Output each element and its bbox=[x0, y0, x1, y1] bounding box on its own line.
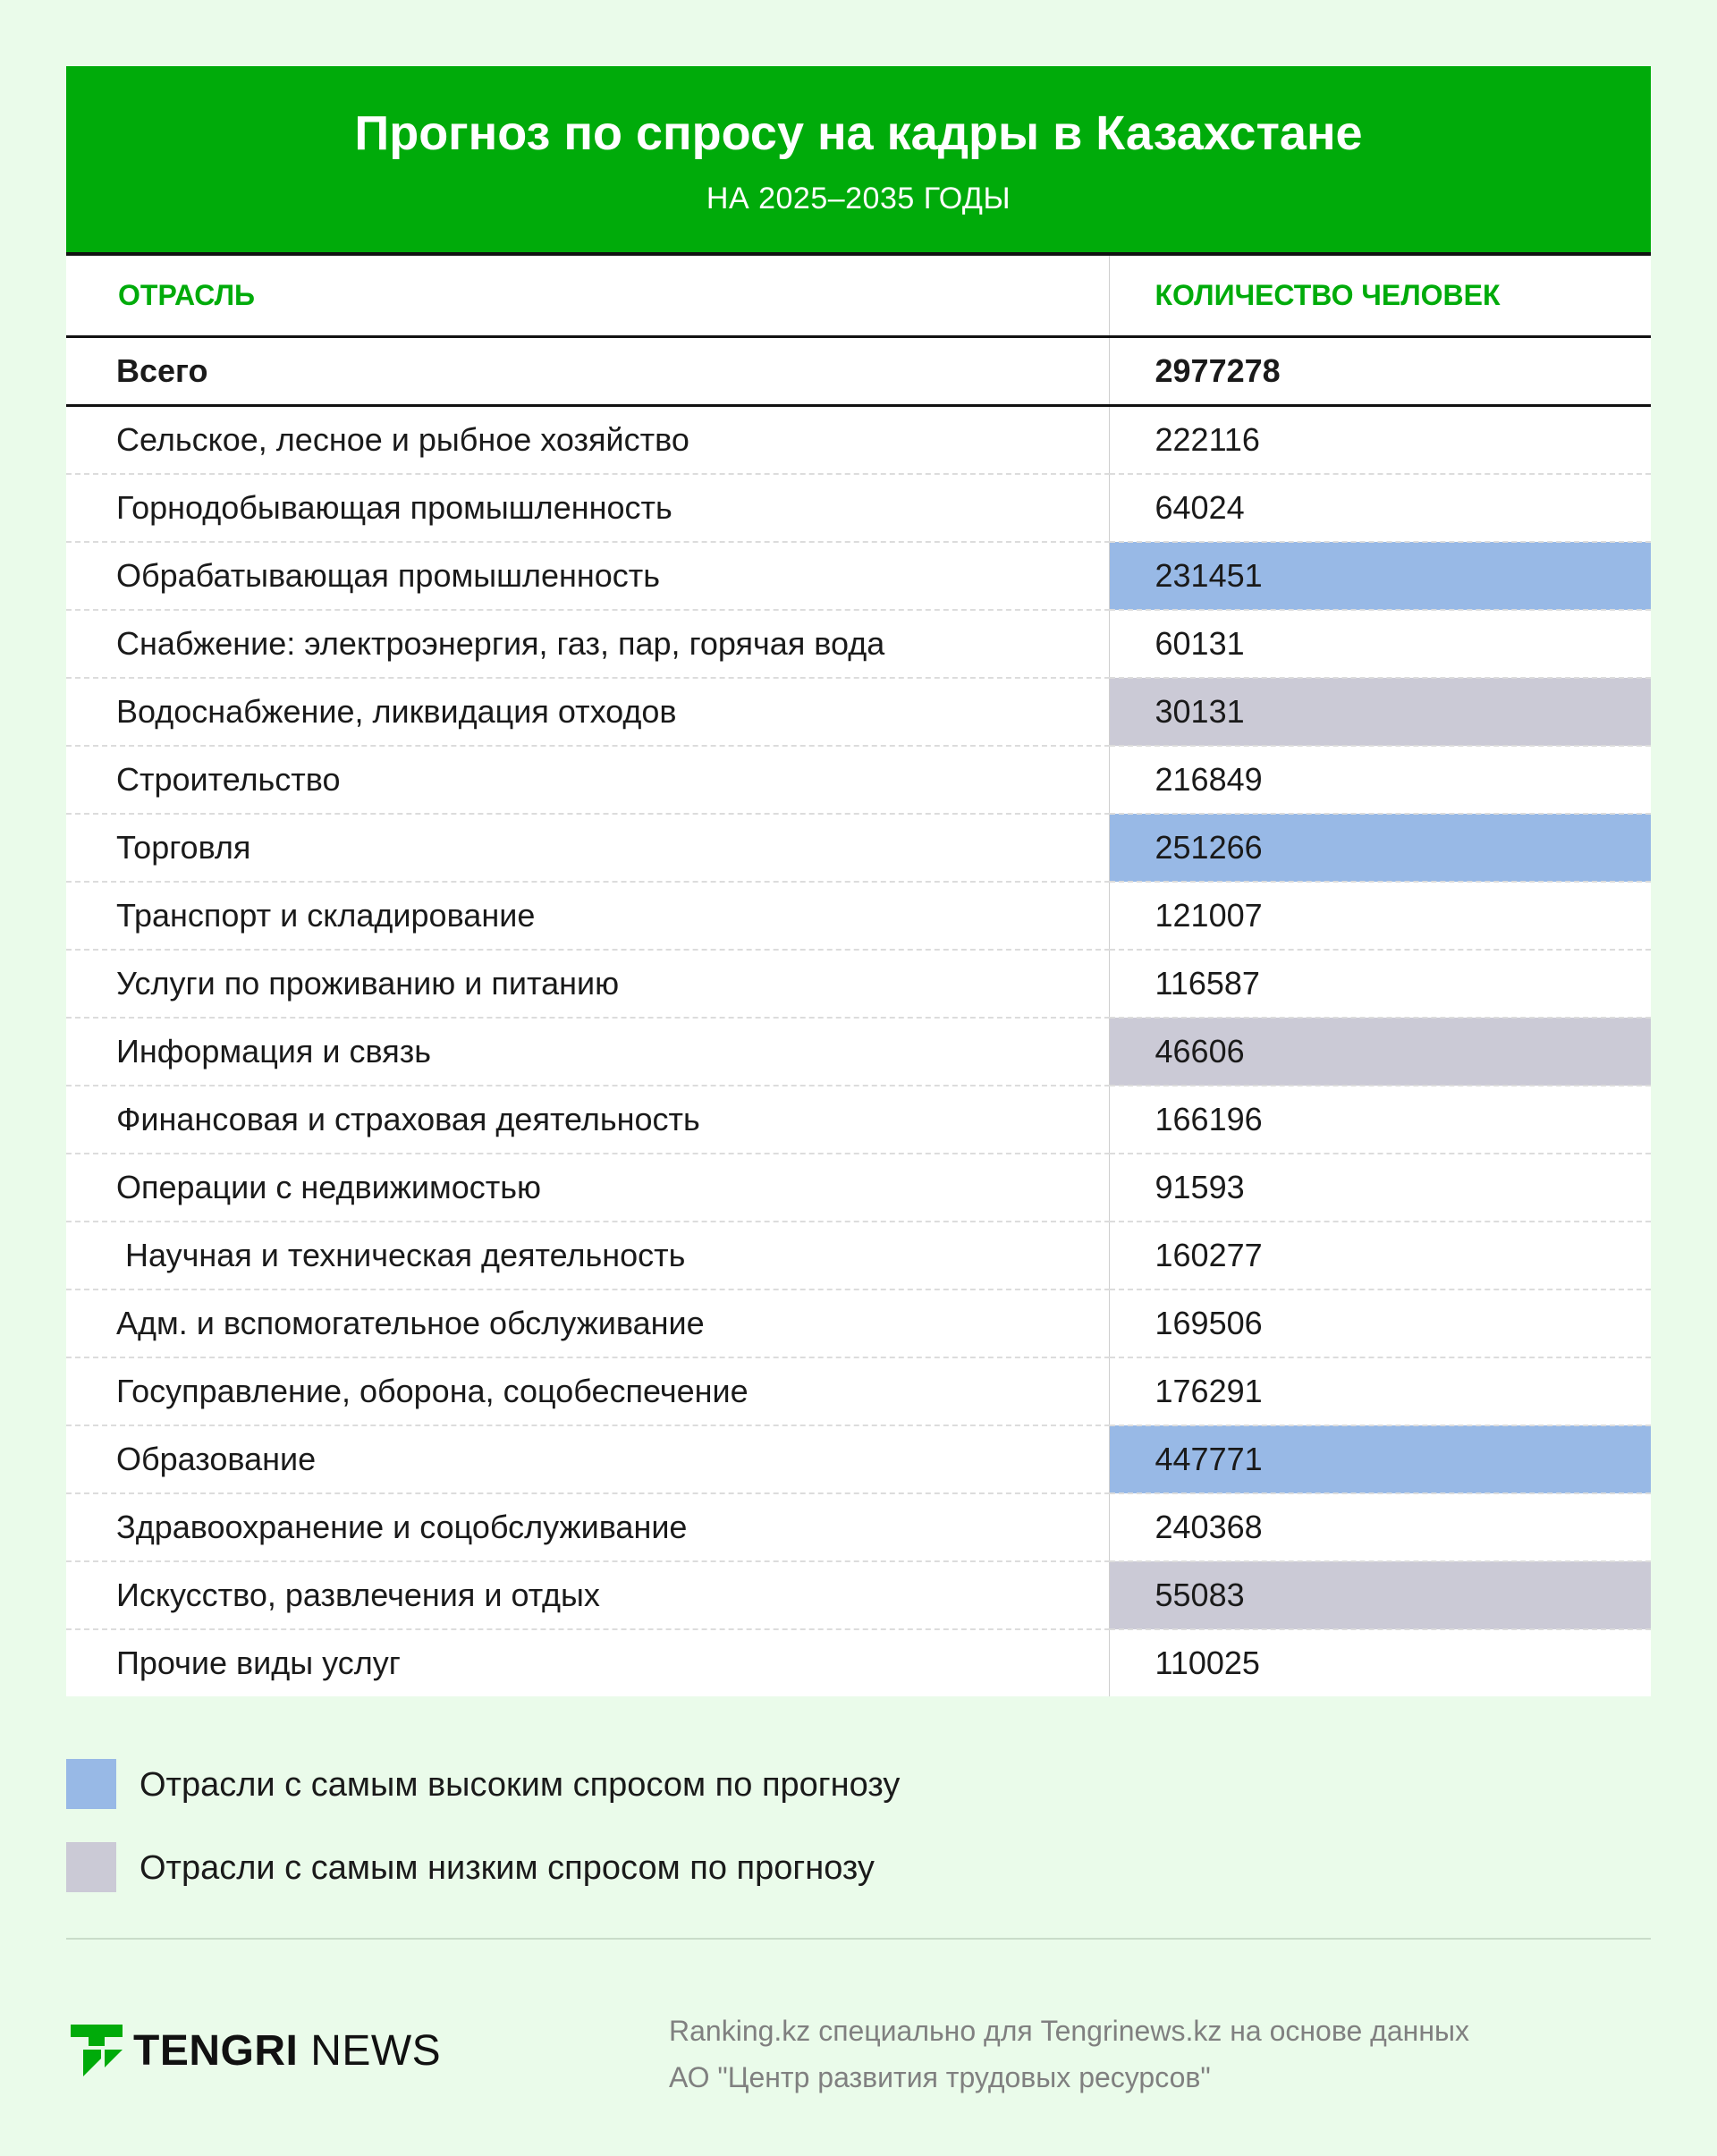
legend-item-low bbox=[66, 1842, 1651, 1892]
industry-label: Снабжение: электроэнергия, газ, пар, горячая вода bbox=[66, 610, 1109, 678]
table-row bbox=[66, 1086, 1651, 1154]
worker-count-value: 60131 bbox=[1109, 610, 1651, 678]
industry-label: Информация и связь bbox=[66, 1018, 1109, 1086]
legend-item-high bbox=[66, 1759, 1651, 1809]
worker-count-value: 64024 bbox=[1109, 474, 1651, 542]
worker-count-value: 46606 bbox=[1109, 1018, 1651, 1086]
data-table-card bbox=[66, 66, 1651, 1696]
page-title: Прогноз по спросу на кадры в Казахстане bbox=[354, 106, 1363, 160]
industry-label: Услуги по проживанию и питанию bbox=[66, 950, 1109, 1018]
worker-count-value: 447771 bbox=[1109, 1425, 1651, 1493]
demand-table bbox=[66, 256, 1651, 1696]
industry-label: Госуправление, оборона, соцобеспечение bbox=[66, 1357, 1109, 1425]
table-row bbox=[66, 474, 1651, 542]
industry-label: Торговля bbox=[66, 814, 1109, 882]
tengri-logo-icon bbox=[71, 2025, 123, 2076]
table-header-row bbox=[66, 256, 1651, 337]
worker-count-value: 121007 bbox=[1109, 882, 1651, 950]
table-row bbox=[66, 1289, 1651, 1357]
logo-wordmark-bold: TENGRI bbox=[133, 2027, 299, 2075]
worker-count-value: 91593 bbox=[1109, 1154, 1651, 1222]
table-row bbox=[66, 1629, 1651, 1696]
table-row bbox=[66, 814, 1651, 882]
footer-divider bbox=[66, 1938, 1651, 1940]
worker-count-value: 116587 bbox=[1109, 950, 1651, 1018]
source-note bbox=[669, 2008, 1653, 2101]
industry-label: Транспорт и складирование bbox=[66, 882, 1109, 950]
total-value: 2977278 bbox=[1109, 337, 1651, 406]
worker-count-value: 176291 bbox=[1109, 1357, 1651, 1425]
header-banner bbox=[66, 66, 1651, 256]
industry-label: Прочие виды услуг bbox=[116, 1644, 401, 1681]
table-row bbox=[66, 1561, 1651, 1629]
industry-label: Здравоохранение и соцобслуживание bbox=[66, 1493, 1109, 1561]
logo-wordmark bbox=[133, 2026, 441, 2076]
total-row bbox=[66, 337, 1651, 406]
worker-count-value: 231451 bbox=[1109, 542, 1651, 610]
legend-text-high: Отрасли с самым высоким спросом по прогнозу bbox=[140, 1766, 901, 1804]
industry-label: Образование bbox=[66, 1425, 1109, 1493]
industry-label: Водоснабжение, ликвидация отходов bbox=[66, 678, 1109, 746]
table-row bbox=[66, 406, 1651, 475]
worker-count-value: 169506 bbox=[1109, 1289, 1651, 1357]
tengri-news-logo bbox=[71, 2023, 518, 2076]
industry-label: Горнодобывающая промышленность bbox=[66, 474, 1109, 542]
worker-count-value: 240368 bbox=[1109, 1493, 1651, 1561]
table-row bbox=[66, 950, 1651, 1018]
worker-count-value: 110025 bbox=[1109, 1629, 1651, 1696]
worker-count-value: 55083 bbox=[1109, 1561, 1651, 1629]
worker-count-value: 222116 bbox=[1109, 406, 1651, 475]
table-row bbox=[66, 1493, 1651, 1561]
total-label: Всего bbox=[66, 337, 1109, 406]
logo-wordmark-regular: NEWS bbox=[310, 2027, 442, 2075]
table-row bbox=[66, 542, 1651, 610]
industry-label: Строительство bbox=[66, 746, 1109, 814]
table-row bbox=[66, 1222, 1651, 1289]
table-row bbox=[66, 1154, 1651, 1222]
table-row bbox=[66, 882, 1651, 950]
page-subtitle: НА 2025–2035 ГОДЫ bbox=[706, 182, 1011, 216]
worker-count-value: 30131 bbox=[1109, 678, 1651, 746]
table-row bbox=[66, 610, 1651, 678]
worker-count-value: 166196 bbox=[1109, 1086, 1651, 1154]
source-line-1: Ranking.kz специально для Tengrinews.kz на основе данных bbox=[669, 2015, 1469, 2047]
industry-label: Сельское, лесное и рыбное хозяйство bbox=[66, 406, 1109, 475]
industry-label: Обрабатывающая промышленность bbox=[66, 542, 1109, 610]
table-row bbox=[66, 678, 1651, 746]
column-header-count: КОЛИЧЕСТВО ЧЕЛОВЕК bbox=[1109, 256, 1651, 337]
industry-label: Адм. и вспомогательное обслуживание bbox=[66, 1289, 1109, 1357]
worker-count-value: 216849 bbox=[1109, 746, 1651, 814]
industry-label: Научная и техническая деятельность bbox=[66, 1222, 1109, 1289]
table-row bbox=[66, 1018, 1651, 1086]
source-line-2: АО "Центр развития трудовых ресурсов" bbox=[669, 2061, 1211, 2093]
industry-label: Искусство, развлечения и отдых bbox=[66, 1561, 1109, 1629]
column-header-industry: ОТРАСЛЬ bbox=[66, 256, 1109, 337]
legend-swatch-high bbox=[66, 1759, 116, 1809]
table-row bbox=[66, 1357, 1651, 1425]
legend-text-low: Отрасли с самым низким спросом по прогнозу bbox=[140, 1849, 875, 1887]
industry-label: Финансовая и страховая деятельность bbox=[66, 1086, 1109, 1154]
table-row bbox=[66, 1425, 1651, 1493]
worker-count-value: 251266 bbox=[1109, 814, 1651, 882]
table-row bbox=[66, 746, 1651, 814]
legend-swatch-low bbox=[66, 1842, 116, 1892]
worker-count-value: 160277 bbox=[1109, 1222, 1651, 1289]
industry-label: Операции с недвижимостью bbox=[66, 1154, 1109, 1222]
